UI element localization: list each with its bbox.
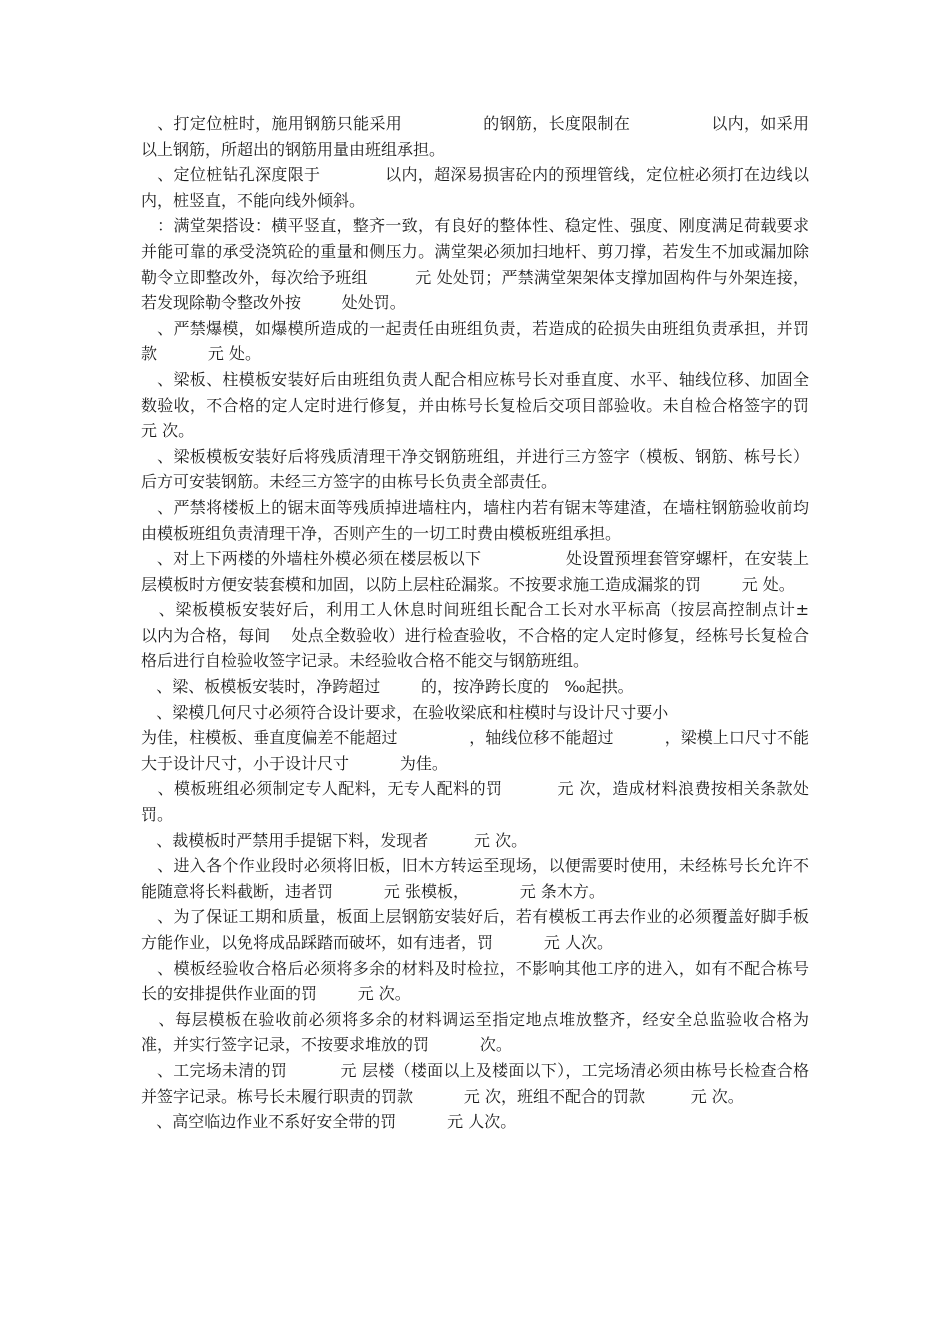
paragraph: 、严禁将楼板上的锯末面等残质掉进墙柱内，墙柱内若有锯末等建渣，在墙柱钢筋验收前均由模板班组负责清理干净，否则产生的一切工时费由模板班组承担。 (141, 497, 809, 543)
paragraph: 、定位桩钻孔深度限于 以内，超深易损害砼内的预埋管线，定位桩必须打在边线以内，桩竖直，不能向线外倾斜。 (141, 165, 809, 210)
paragraph: 、梁板模板安装好后，利用工人休息时间班组长配合工长对水平标高（按层高控制点计± 以内为合格，每间 处点全数验收）进行检查验收，不合格的定人定时修复，经栋号长复检合格后进行自检验收签字记录。未经验收合格不能交与钢筋班组。 (141, 600, 860, 671)
paragraph: 、每层模板在验收前必须将多余的材料调运至指定地点堆放整齐，经安全总监验收合格为准，并实行签字记录，不按要求堆放的罚 次。 (141, 1009, 809, 1055)
paragraph: ：满堂架搭设：横平竖直，整齐一致，有良好的整体性、稳定性、强度、刚度满足荷载要求并能可靠的承受浇筑砼的重量和侧压力。满堂架必须加扫地杆、剪刀撑，若发生不加或漏加除勒令立即整改外，每次给予班组 元 处处罚；严禁满堂架架体支撑加固构件与外架连接，若发现除勒令整改外按 处处罚。 (141, 216, 809, 313)
paragraph: 、对上下两楼的外墙柱外模必须在楼层板以下 处设置预埋套管穿螺杆，在安装上层模板时方便安装套模和加固，以防上层柱砼漏浆。不按要求施工造成漏浆的罚 元 处。 (141, 549, 809, 594)
paragraph: 为佳，柱模板、垂直度偏差不能超过 ，轴线位移不能超过 ，梁模上口尺寸不能大于设计尺寸，小于设计尺寸 为佳。 (141, 728, 809, 773)
paragraph: 、严禁爆模，如爆模所造成的一起责任由班组负责，若造成的砼损失由班组负责承担，并罚款 元 处。 (141, 318, 809, 364)
paragraph: 、进入各个作业段时必须将旧板，旧木方转运至现场，以便需要时使用，未经栋号长允许不能随意将长料截断，违者罚 元 张模板， 元 条木方。 (141, 856, 809, 901)
paragraph: 、工完场未清的罚 元 层楼（楼面以上及楼面以下），工完场清必须由栋号长检查合格并签字记录。栋号长未履行职责的罚款 元 次，班组不配合的罚款 元 次。 (141, 1060, 809, 1106)
paragraph: 、梁板模板安装好后将残质清理干净交钢筋班组，并进行三方签字（模板、钢筋、栋号长）后方可安装钢筋。未经三方签字的由栋号长负责全部责任。 (141, 446, 809, 492)
paragraph: 、打定位桩时，施用钢筋只能采用 的钢筋，长度限制在 以内，如采用 以上钢筋，所超出的钢筋用量由班组承担。 (141, 114, 871, 159)
paragraph: 、梁板、柱模板安装好后由班组负责人配合相应栋号长对垂直度、水平、轴线位移、加固全数验收，不合格的定人定时进行修复，并由栋号长复检后交项目部验收。未自检合格签字的罚 元 次。 (141, 369, 860, 441)
paragraph: 、梁、板模板安装时，净跨超过 的，按净跨长度的 ‰起拱。 (141, 677, 634, 697)
paragraph: 、高空临边作业不系好安全带的罚 元 人次。 (141, 1112, 517, 1132)
paragraph: 、为了保证工期和质量，板面上层钢筋安装好后，若有模板工再去作业的必须覆盖好脚手板方能作业，以免将成品踩踏而破坏，如有违者，罚 元 人次。 (141, 907, 809, 952)
document-page (141, 111, 871, 1135)
paragraph: 、模板班组必须制定专人配料，无专人配料的罚 元 次，造成材料浪费按相关条款处罚。 (141, 779, 809, 825)
paragraph: 、模板经验收合格后必须将多余的材料及时检拉，不影响其他工序的进入，如有不配合栋号长的安排提供作业面的罚 元 次。 (141, 958, 809, 1004)
paragraph: 、裁模板时严禁用手提锯下料，发现者 元 次。 (141, 830, 528, 850)
paragraph: 、梁模几何尺寸必须符合设计要求，在验收梁底和柱模时与设计尺寸要小 (141, 702, 669, 722)
